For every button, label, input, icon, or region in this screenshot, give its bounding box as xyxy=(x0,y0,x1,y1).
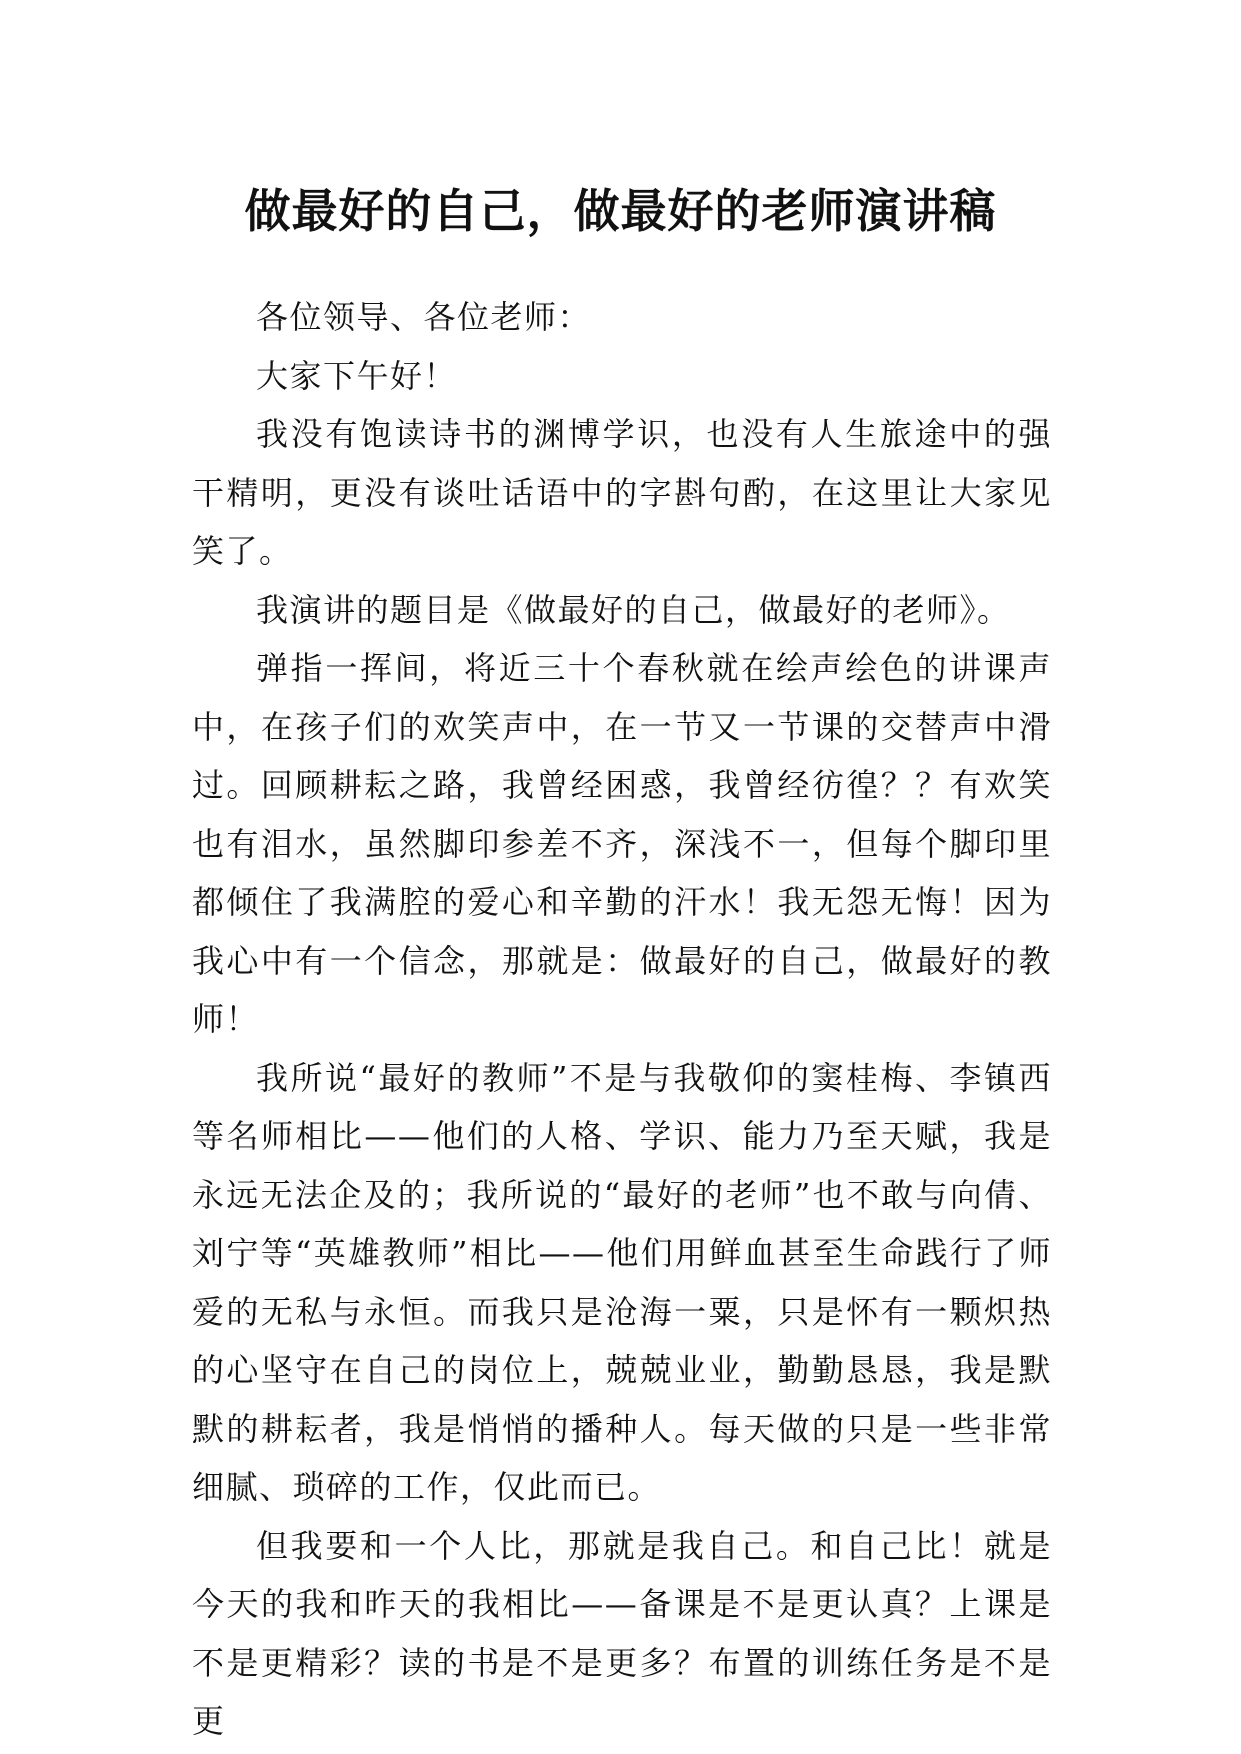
page-title: 做最好的自己，做最好的老师演讲稿 xyxy=(244,183,997,238)
paragraph: 但我要和一个人比，那就是我自己。和自己比！就是今天的我和昨天的我相比——备课是不是更认真？上课是不是更精彩？读的书是不是更多？布置的训练任务是不是更 xyxy=(192,1526,1052,1740)
paragraph: 我演讲的题目是《做最好的自己，做最好的老师》。 xyxy=(256,590,1011,629)
paragraph: 我所说“最好的教师”不是与我敬仰的窦桂梅、李镇西等名师相比——他们的人格、学识、能力乃至天赋，我是永远无法企及的；我所说的“最好的老师”也不敢与向倩、刘宁等“英雄教师”相比——他们用鲜血甚至生命践行了师爱的无私与永恒。而我只是沧海一粟，只是怀有一颗炽热的心坚守在自己的岗位上，兢兢业业，勤勤恳恳，我是默默的耕耘者，我是悄悄的播种人。每天做的只是一些非常细腻、琐碎的工作，仅此而已。 xyxy=(192,1058,1052,1506)
paragraph: 我没有饱读诗书的渊博学识，也没有人生旅途中的强干精明，更没有谈吐话语中的字斟句酌，在这里让大家见笑了。 xyxy=(192,415,1052,570)
speech-body xyxy=(192,288,1052,1751)
paragraph: 弹指一挥间，将近三十个春秋就在绘声绘色的讲课声中，在孩子们的欢笑声中，在一节又一节课的交替声中滑过。回顾耕耘之路，我曾经困惑，我曾经彷徨？？有欢笑也有泪水，虽然脚印参差不齐，深浅不一，但每个脚印里都倾住了我满腔的爱心和辛勤的汗水！我无怨无悔！因为我心中有一个信念，那就是：做最好的自己，做最好的教师！ xyxy=(192,649,1052,1038)
paragraph-salutation: 各位领导、各位老师： xyxy=(256,298,592,336)
paragraph-greeting: 大家下午好！ xyxy=(256,356,458,395)
